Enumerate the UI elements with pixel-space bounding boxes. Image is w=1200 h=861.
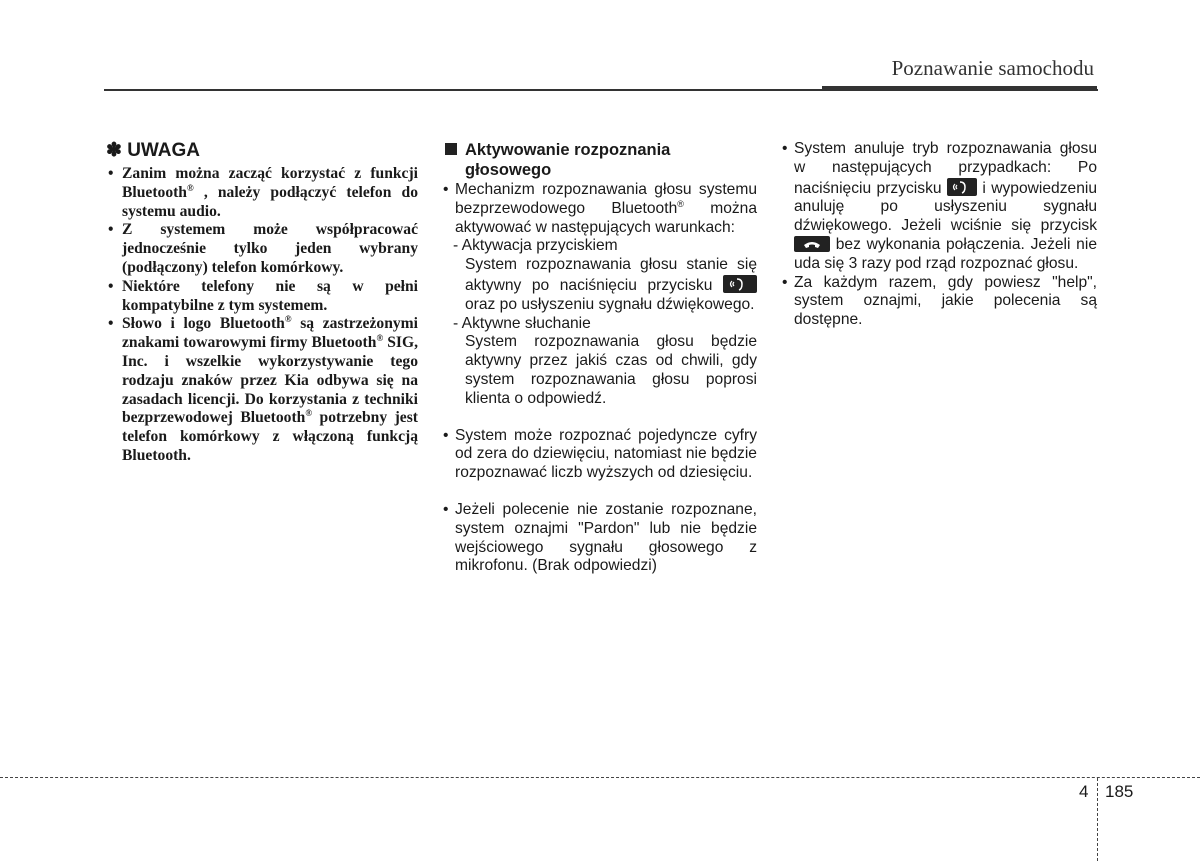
sub-item-text — [443, 256, 757, 314]
warning-list — [106, 165, 418, 466]
warning-text: są zastrzeżonymi znakami towarowymi firmy Bluetooth — [122, 315, 418, 352]
warning-text: SIG, Inc. i wszelkie wykorzystywanie tego rodzaju znaków przez Kia odbywa się na zasadach licencji. Do korzystania z techniki bezprzewodowej Bluetooth — [122, 334, 418, 427]
warning-text: Zanim można zacząć korzystać z funkcji Bluetooth — [122, 165, 418, 201]
warning-column — [106, 140, 418, 466]
section-number: 4 — [1079, 782, 1089, 801]
bullet-paragraph — [443, 181, 757, 237]
bullet-paragraph — [782, 140, 1097, 274]
hang-up-button-icon — [794, 236, 830, 252]
square-bullet-icon — [445, 143, 457, 155]
paragraph-text: System rozpoznawania głosu stanie się aktywny po naciśnięciu przycisku — [465, 256, 757, 294]
voice-button-icon — [947, 178, 977, 196]
sub-item-label: - Aktywne słuchanie — [453, 314, 591, 332]
warning-title: ✽ UWAGA — [106, 140, 201, 161]
paragraph-text: Mechanizm rozpoznawania głosu systemu bezprzewodowego Bluetooth — [455, 181, 757, 217]
registered-mark: ® — [677, 198, 684, 209]
sub-item-label: - Aktywacja przyciskiem — [453, 237, 618, 255]
registered-mark: ® — [376, 332, 384, 343]
paragraph-text: System anuluje tryb rozpoznawania głosu w następujących przypadkach: Po naciśnięciu przycisku — [794, 140, 1097, 197]
warning-text: potrzebny jest telefon komórkowy z włączoną funkcją Bluetooth. — [122, 409, 418, 464]
paragraph-text: oraz po usłyszeniu sygnału dźwiękowego. — [465, 295, 755, 313]
voice-button-icon — [723, 275, 757, 293]
voice-recognition-section — [443, 140, 757, 576]
section-title: Aktywowanie rozpoznania głosowego — [465, 141, 671, 179]
section-heading — [443, 140, 757, 180]
footer-divider — [0, 777, 1200, 778]
footer-divider-vertical — [1097, 778, 1098, 861]
warning-item — [106, 315, 418, 465]
page-header-title: Poznawanie samochodu — [891, 56, 1094, 80]
registered-mark: ® — [305, 408, 313, 419]
registered-mark: ® — [284, 314, 292, 325]
cancel-column — [782, 140, 1097, 330]
bullet-paragraph: • Jeżeli polecenie nie zostanie rozpoznane, system oznajmi "Pardon" lub nie będzie wejściowego sygnału głosowego z mikrofonu. (Brak odpowiedzi) — [443, 501, 757, 576]
warning-item: • Z systemem może współpracować jednocześnie tylko jeden wybrany (podłączony) telefon komórkowy. — [106, 221, 418, 277]
warning-text: , należy podłączyć telefon do systemu audio. — [122, 183, 418, 220]
sub-item-text: System rozpoznawania głosu będzie aktywny przez jakiś czas od chwili, gdy system rozpoznawania głosu poprosi klienta o odpowiedź. — [465, 333, 757, 407]
paragraph-text: bez wykonania połączenia. Jeżeli nie uda się 3 razy pod rząd rozpoznać głosu. — [794, 235, 1097, 272]
paragraph-text: można aktywować w następujących warunkach: — [455, 199, 758, 236]
header-rule-accent — [822, 86, 1097, 91]
warning-item — [106, 165, 418, 221]
bullet-paragraph: • System może rozpoznać pojedyncze cyfry od zera do dziewięciu, natomiast nie będzie rozpoznawać liczb wyższych od dziesięciu. — [443, 427, 757, 483]
page-number: 185 — [1105, 782, 1134, 801]
bullet-paragraph: • Za każdym razem, gdy powiesz "help", system oznajmi, jakie polecenia są dostępne. — [782, 274, 1097, 330]
warning-item: • Niektóre telefony nie są w pełni kompatybilne z tym systemem. — [106, 278, 418, 316]
warning-text: Słowo i logo Bluetooth — [122, 315, 285, 333]
registered-mark: ® — [186, 182, 194, 193]
paragraph-text: i wypowiedzeniu anuluję po usłyszeniu sygnału dźwiękowego. Jeżeli wciśnie się przycisk — [794, 179, 1097, 235]
